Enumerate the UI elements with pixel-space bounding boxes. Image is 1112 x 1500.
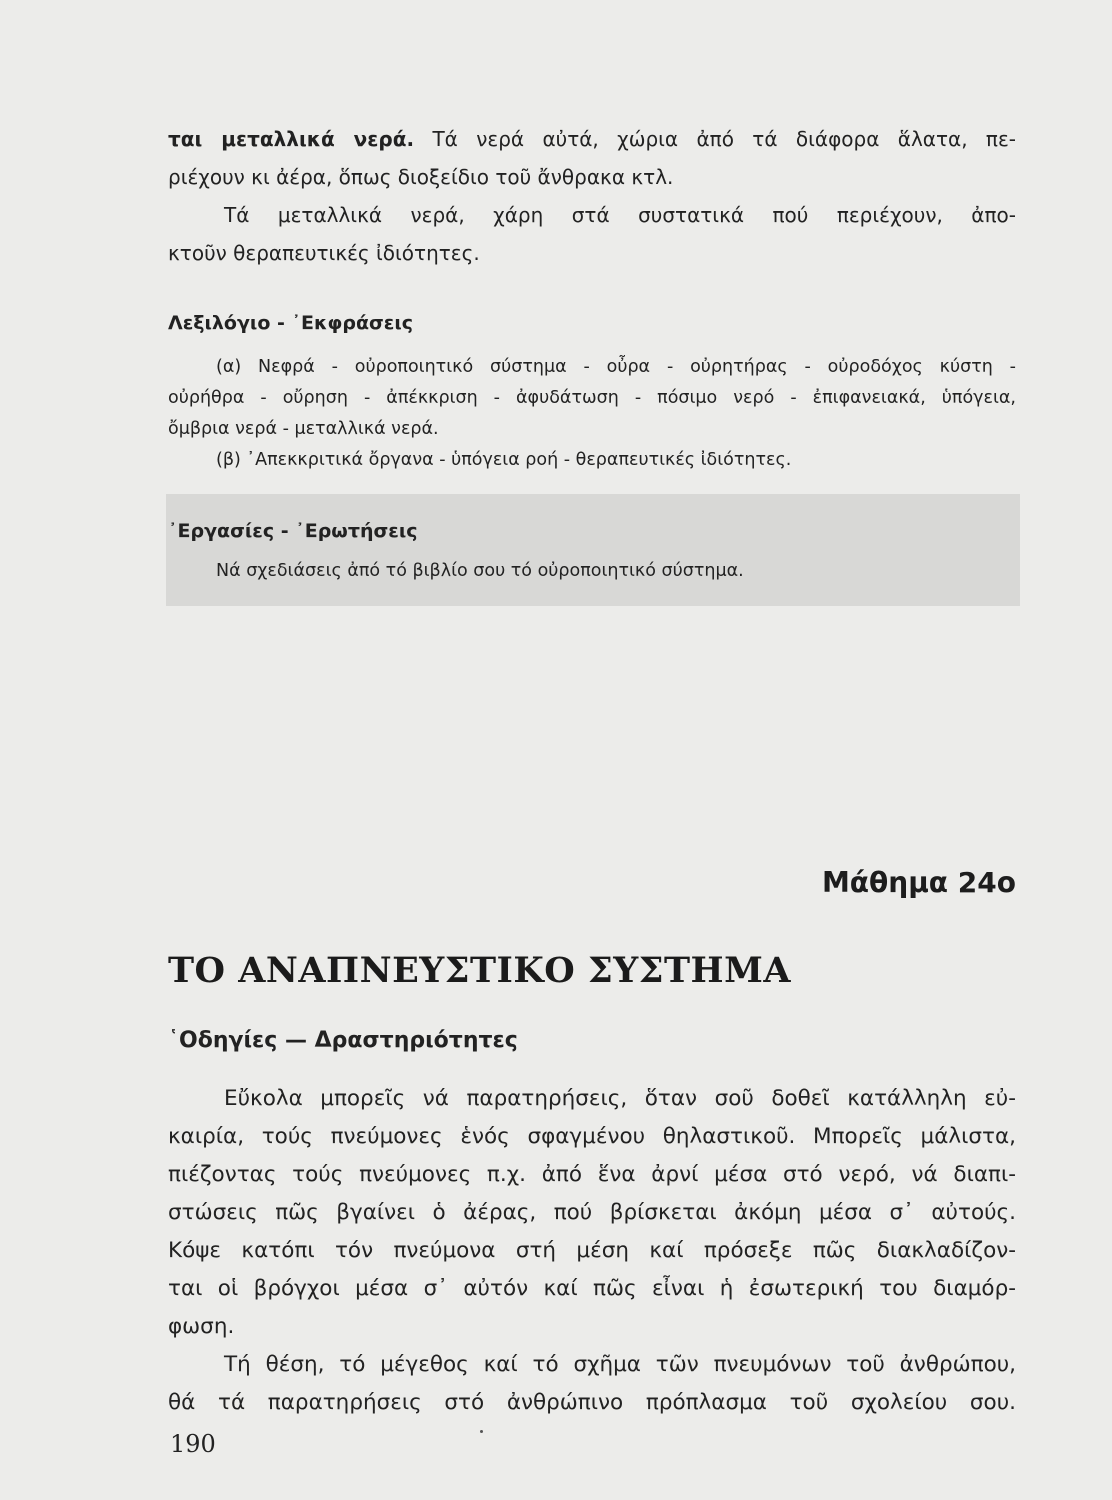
exercise-line: Νά σχεδιάσεις ἀπό τό βιβλίο σου τό οὐροποιητικό σύστημα. (216, 561, 744, 581)
vocab-line-4: (β) ᾿Απεκκριτικά ὄργανα - ὑπόγεια ροή - θεραπευτικές ἰδιότητες. (216, 450, 792, 470)
top-line-4: κτοῦν θεραπευτικές ἰδιότητες. (168, 241, 480, 265)
section-subtitle: ῾Οδηγίες — Δραστηριότητες (168, 1028, 518, 1053)
print-speck (480, 1430, 483, 1433)
bold-term: ται μεταλλικά νερά. (168, 127, 415, 151)
top-line-1 (168, 120, 1016, 158)
chapter-title: ΤΟ ΑΝΑΠΝΕΥΣΤΙΚΟ ΣΥΣΤΗΜΑ (168, 950, 791, 991)
top-paragraph (168, 120, 1016, 272)
body-line-9: θά τά παρατηρήσεις στό ἀνθρώπινο πρόπλασμα τοῦ σχολείου σου. (168, 1390, 1016, 1415)
exercises-heading: ᾿Εργασίες - ᾿Ερωτήσεις (168, 520, 418, 542)
vocabulary-heading: Λεξιλόγιο - ᾿Εκφράσεις (168, 312, 414, 334)
exercises-box (166, 494, 1020, 606)
vocabulary-list (168, 352, 1016, 476)
vocab-line-2: οὐρήθρα - οὔρηση - ἀπέκκριση - ἀφυδάτωση - πόσιμο νερό - ἐπιφανειακά, ὑπόγεια, (168, 388, 1016, 408)
body-line-2: καιρία, τούς πνεύμονες ἑνός σφαγμένου θηλαστικοῦ. Μπορεῖς μάλιστα, (168, 1124, 1016, 1149)
body-line-4: στώσεις πῶς βγαίνει ὁ ἀέρας, πού βρίσκεται ἀκόμη μέσα σ᾿ αὐτούς. (168, 1200, 1016, 1225)
lesson-number: Μάθημα 24ο (821, 866, 1016, 899)
exercises-text (168, 556, 1016, 587)
page-number: 190 (170, 1430, 216, 1458)
vocab-line-1: (α) Νεφρά - οὐροποιητικό σύστημα - οὖρα - οὐρητήρας - οὐροδόχος κύστη - (216, 357, 1016, 377)
body-paragraph (168, 1080, 1016, 1422)
top-line-2: ριέχουν κι ἀέρα, ὅπως διοξείδιο τοῦ ἄνθρακα κτλ. (168, 165, 674, 189)
body-line-8: Τή θέση, τό μέγεθος καί τό σχῆμα τῶν πνευμόνων τοῦ ἀνθρώπου, (224, 1352, 1016, 1377)
top-line-1-rest: Τά νερά αὐτά, χώρια ἀπό τά διάφορα ἅλατα, πε- (414, 127, 1016, 151)
top-line-3: Τά μεταλλικά νερά, χάρη στά συστατικά πού περιέχουν, ἀπο- (224, 203, 1016, 227)
body-line-5: Κόψε κατόπι τόν πνεύμονα στή μέση καί πρόσεξε πῶς διακλαδίζον- (168, 1238, 1016, 1263)
body-line-6: ται οἱ βρόγχοι μέσα σ᾿ αὐτόν καί πῶς εἶναι ἡ ἐσωτερική του διαμόρ- (168, 1276, 1016, 1301)
body-line-7: φωση. (168, 1314, 235, 1339)
body-line-1: Εὔκολα μπορεῖς νά παρατηρήσεις, ὅταν σοῦ δοθεῖ κατάλληλη εὐ- (224, 1086, 1016, 1111)
body-line-3: πιέζοντας τούς πνεύμονες π.χ. ἀπό ἕνα ἀρνί μέσα στό νερό, νά διαπι- (168, 1162, 1016, 1187)
vocab-line-3: ὄμβρια νερά - μεταλλικά νερά. (168, 419, 439, 439)
